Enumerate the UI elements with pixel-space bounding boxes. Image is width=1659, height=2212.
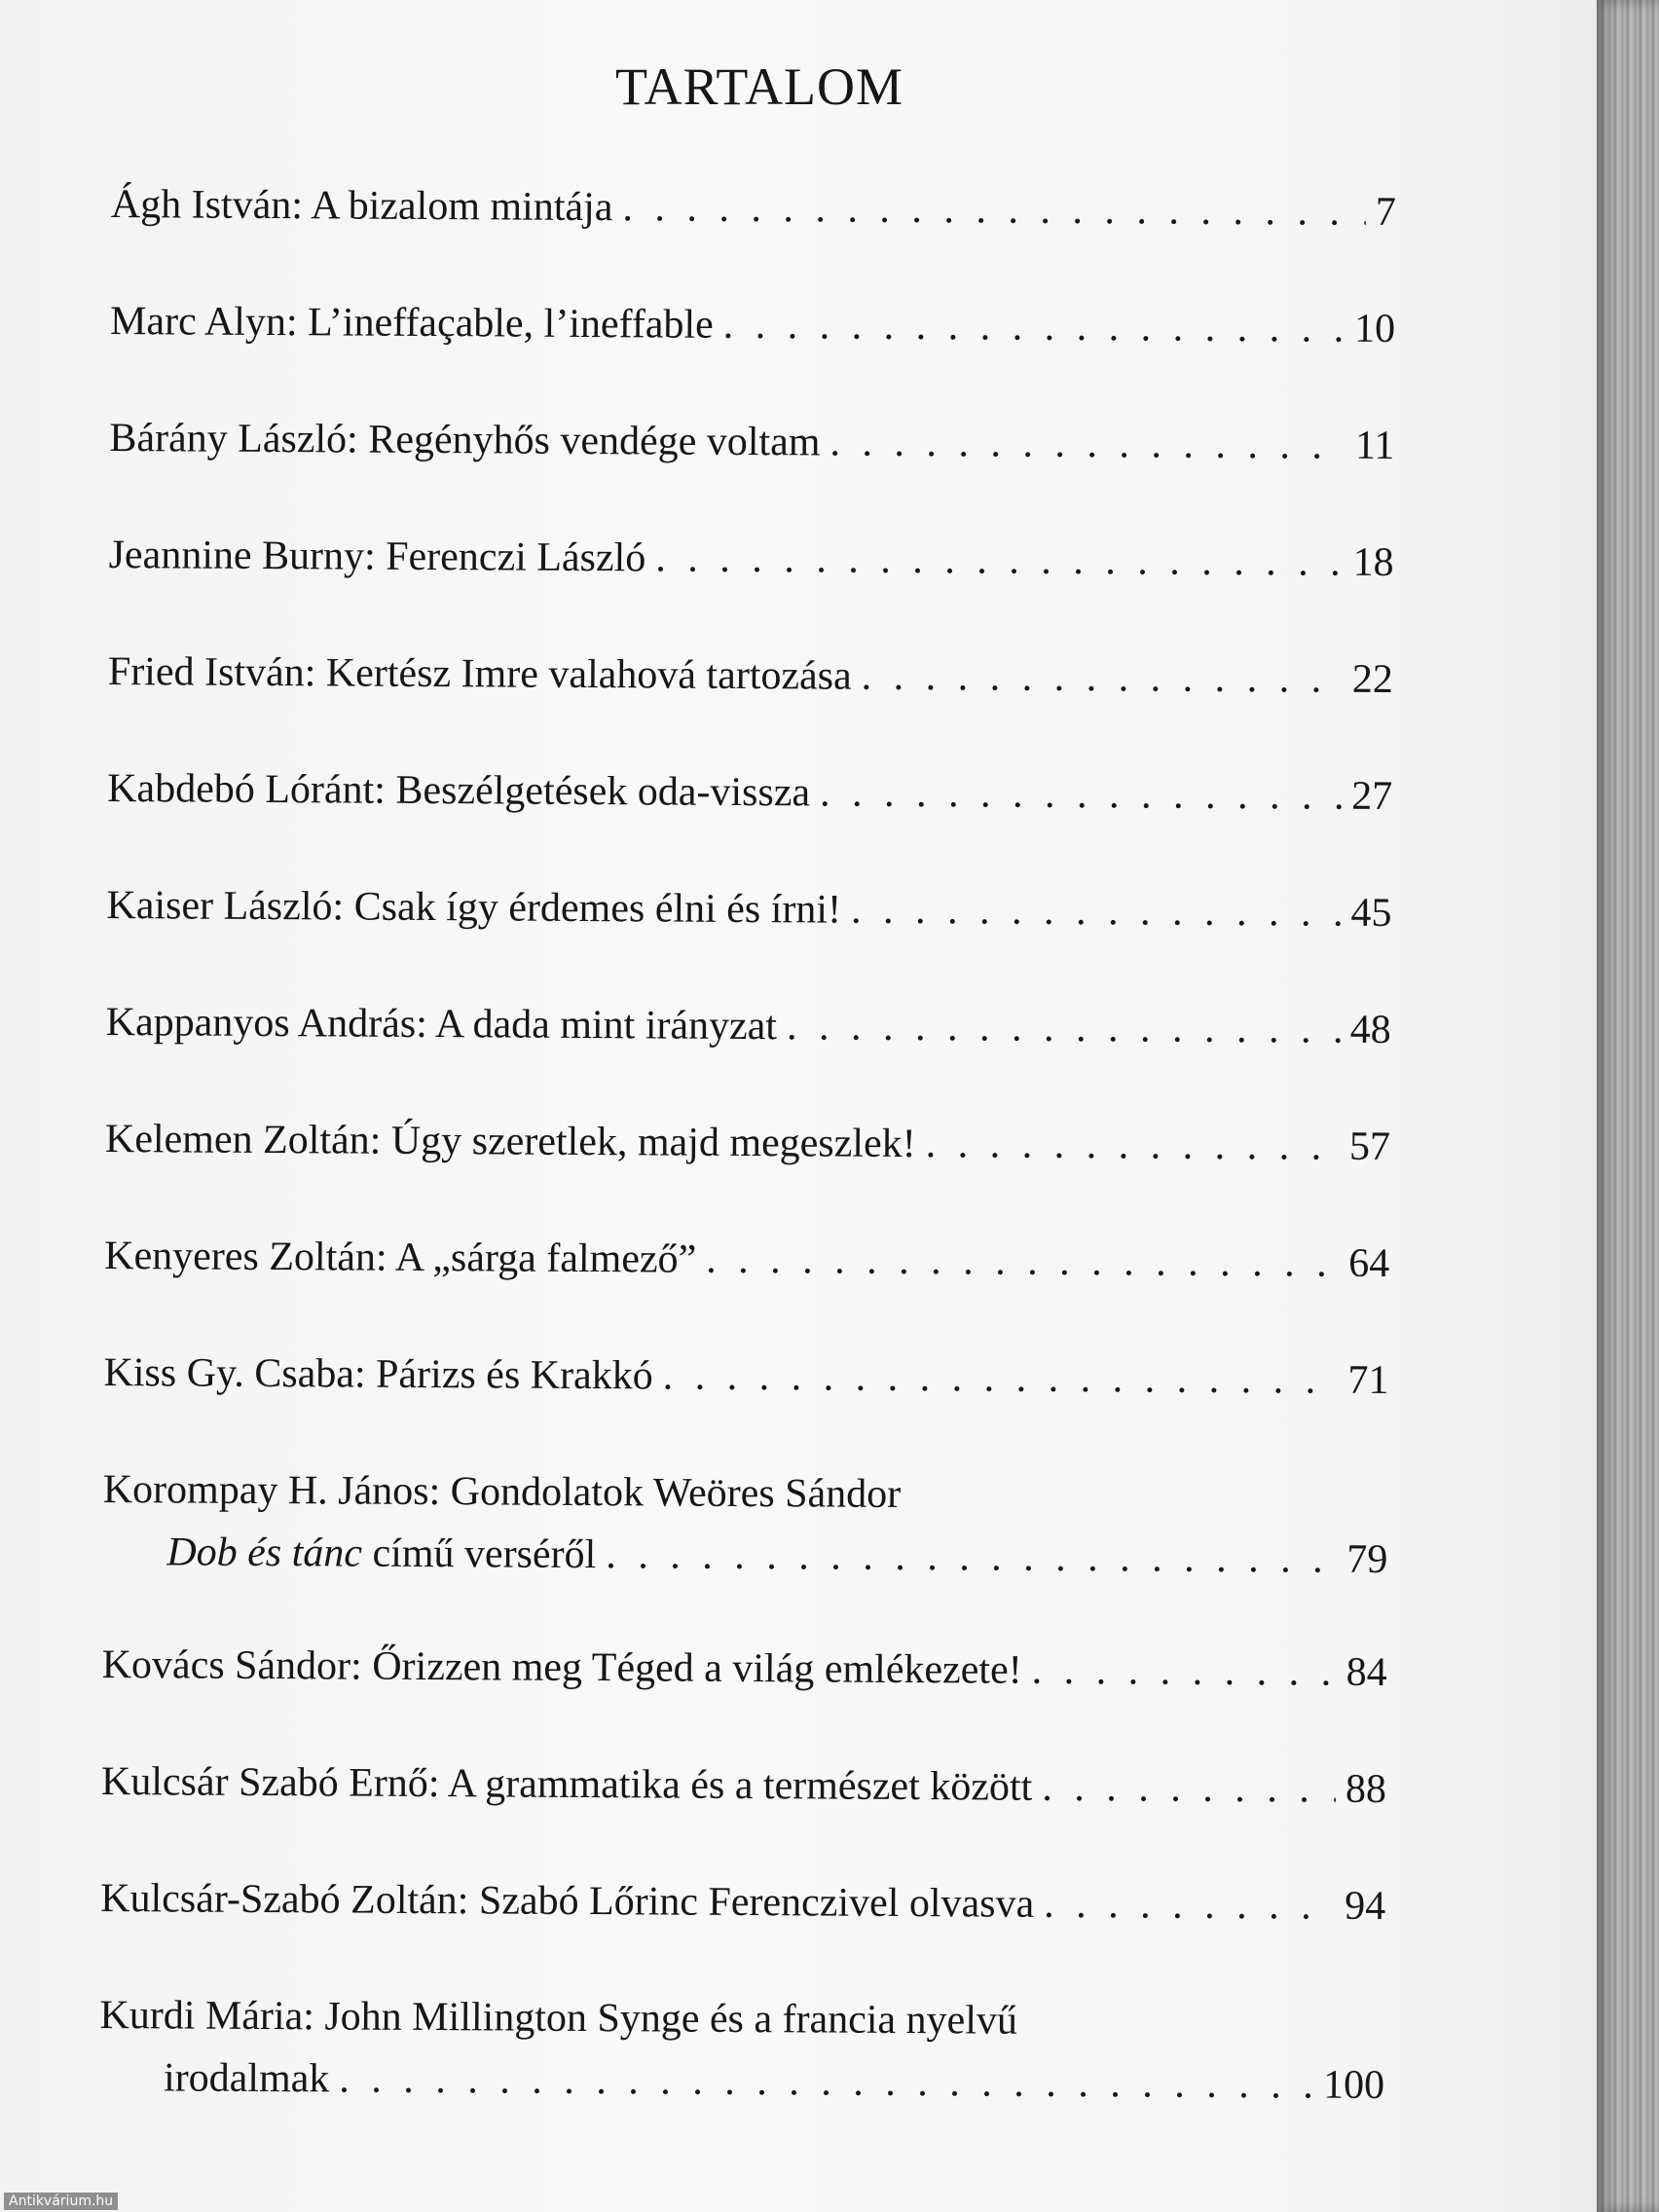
dot-leader: [862, 652, 1343, 704]
toc-entry: [104, 1232, 1389, 1288]
toc-entry: [101, 1757, 1386, 1814]
dot-leader: [787, 1002, 1341, 1053]
dot-leader: [723, 301, 1346, 353]
toc-page-number: 84: [1346, 1649, 1387, 1696]
dot-leader: [706, 1235, 1339, 1288]
watermark: Antikvárium.hu: [4, 2193, 118, 2210]
toc-entry: [111, 180, 1396, 237]
toc-entry: [102, 1465, 1388, 1584]
toc-entry: [100, 1874, 1385, 1931]
toc-entry: [106, 881, 1391, 938]
toc-entry-title: Kurdi Mária: John Millington Synge és a francia nyelvű: [99, 1992, 1018, 2044]
toc-page-number: 71: [1347, 1357, 1389, 1404]
toc-entry-title: Ágh István: A bizalom mintája: [110, 181, 613, 231]
toc-page-number: 100: [1322, 2062, 1385, 2109]
dot-leader: [851, 886, 1342, 938]
toc-entry-title-continued: [102, 1528, 596, 1579]
toc-entry-title: Korompay H. János: Gondolatok Weöres Sándor: [102, 1466, 902, 1517]
dot-leader: [1042, 1763, 1336, 1814]
toc-entry: [107, 764, 1392, 821]
toc-entry: [103, 1348, 1388, 1405]
toc-page-number: 45: [1350, 890, 1392, 937]
toc-page-number: 79: [1346, 1536, 1388, 1583]
toc-entry: [106, 998, 1391, 1054]
toc-entry-title: Kabdebó Lóránt: Beszélgetések oda-vissza: [107, 765, 811, 816]
italic-work-title: Dob és tánc: [166, 1530, 363, 1576]
toc-entry: [105, 1115, 1390, 1171]
toc-page-number: 22: [1351, 656, 1394, 703]
toc-entry-title: Kelemen Zoltán: Úgy szeretlek, majd megeszlek!: [104, 1116, 916, 1167]
toc-entry-title: Marc Alyn: L’ineffaçable, l’ineffable: [109, 298, 714, 348]
toc-page-number: 10: [1353, 306, 1396, 352]
toc-entry-title: Kovács Sándor: Őrizzen meg Téged a világ emlékezete!: [101, 1641, 1022, 1693]
dot-leader: [1044, 1880, 1335, 1931]
table-of-contents: [99, 180, 1396, 2109]
toc-page-number: 57: [1348, 1124, 1391, 1170]
toc-entry-title: Kiss Gy. Csaba: Párizs és Krakkó: [103, 1349, 653, 1399]
dot-leader: [663, 1351, 1339, 1404]
toc-entry-title: Jeannine Burny: Ferenczi László: [108, 532, 646, 581]
toc-entry: [102, 1641, 1387, 1697]
toc-entry: [99, 1991, 1385, 2110]
toc-entry-title: Kulcsár-Szabó Zoltán: Szabó Lőrinc Ferenczivel olvasva: [100, 1875, 1035, 1927]
toc-entry-title: Fried István: Kertész Imre valahová tartozása: [107, 648, 852, 699]
toc-page-number: 27: [1351, 773, 1393, 820]
dot-leader: [830, 419, 1346, 470]
toc-entry: [109, 414, 1394, 470]
toc-page-number: 94: [1345, 1883, 1386, 1930]
toc-entry: [108, 531, 1393, 587]
dot-leader: [926, 1120, 1341, 1171]
dot-leader: [606, 1530, 1337, 1584]
dot-leader: [1031, 1646, 1336, 1697]
toc-entry-title: Kaiser László: Csak így érdemes élni és írni!: [106, 882, 842, 933]
toc-entry-title: Kappanyos András: A dada mint irányzat: [105, 999, 778, 1050]
dot-leader: [622, 183, 1366, 237]
toc-page-number: 11: [1354, 423, 1395, 469]
book-spine-edge: [1597, 0, 1659, 2212]
dot-leader: [820, 768, 1342, 820]
toc-page-number: 7: [1375, 189, 1396, 236]
toc-entry: [110, 297, 1395, 353]
title-rest: című verséről: [361, 1530, 597, 1578]
dot-leader: [655, 534, 1344, 586]
toc-entry-title: Kenyeres Zoltán: A „sárga falmező”: [104, 1233, 697, 1282]
toc-page-number: 64: [1348, 1240, 1390, 1287]
dot-leader: [339, 2054, 1313, 2109]
page-title: TARTALOM: [614, 57, 904, 116]
toc-page-number: 88: [1345, 1766, 1387, 1813]
toc-entry-title-continued: irodalmak: [163, 2055, 330, 2102]
toc-entry-title: Kulcsár Szabó Ernő: A grammatika és a természet között: [100, 1758, 1033, 1810]
toc-page-number: 48: [1349, 1007, 1391, 1053]
toc-page-number: 18: [1352, 539, 1394, 586]
toc-entry-title: Bárány László: Regényhős vendége voltam: [109, 415, 821, 465]
toc-entry: [108, 647, 1393, 704]
